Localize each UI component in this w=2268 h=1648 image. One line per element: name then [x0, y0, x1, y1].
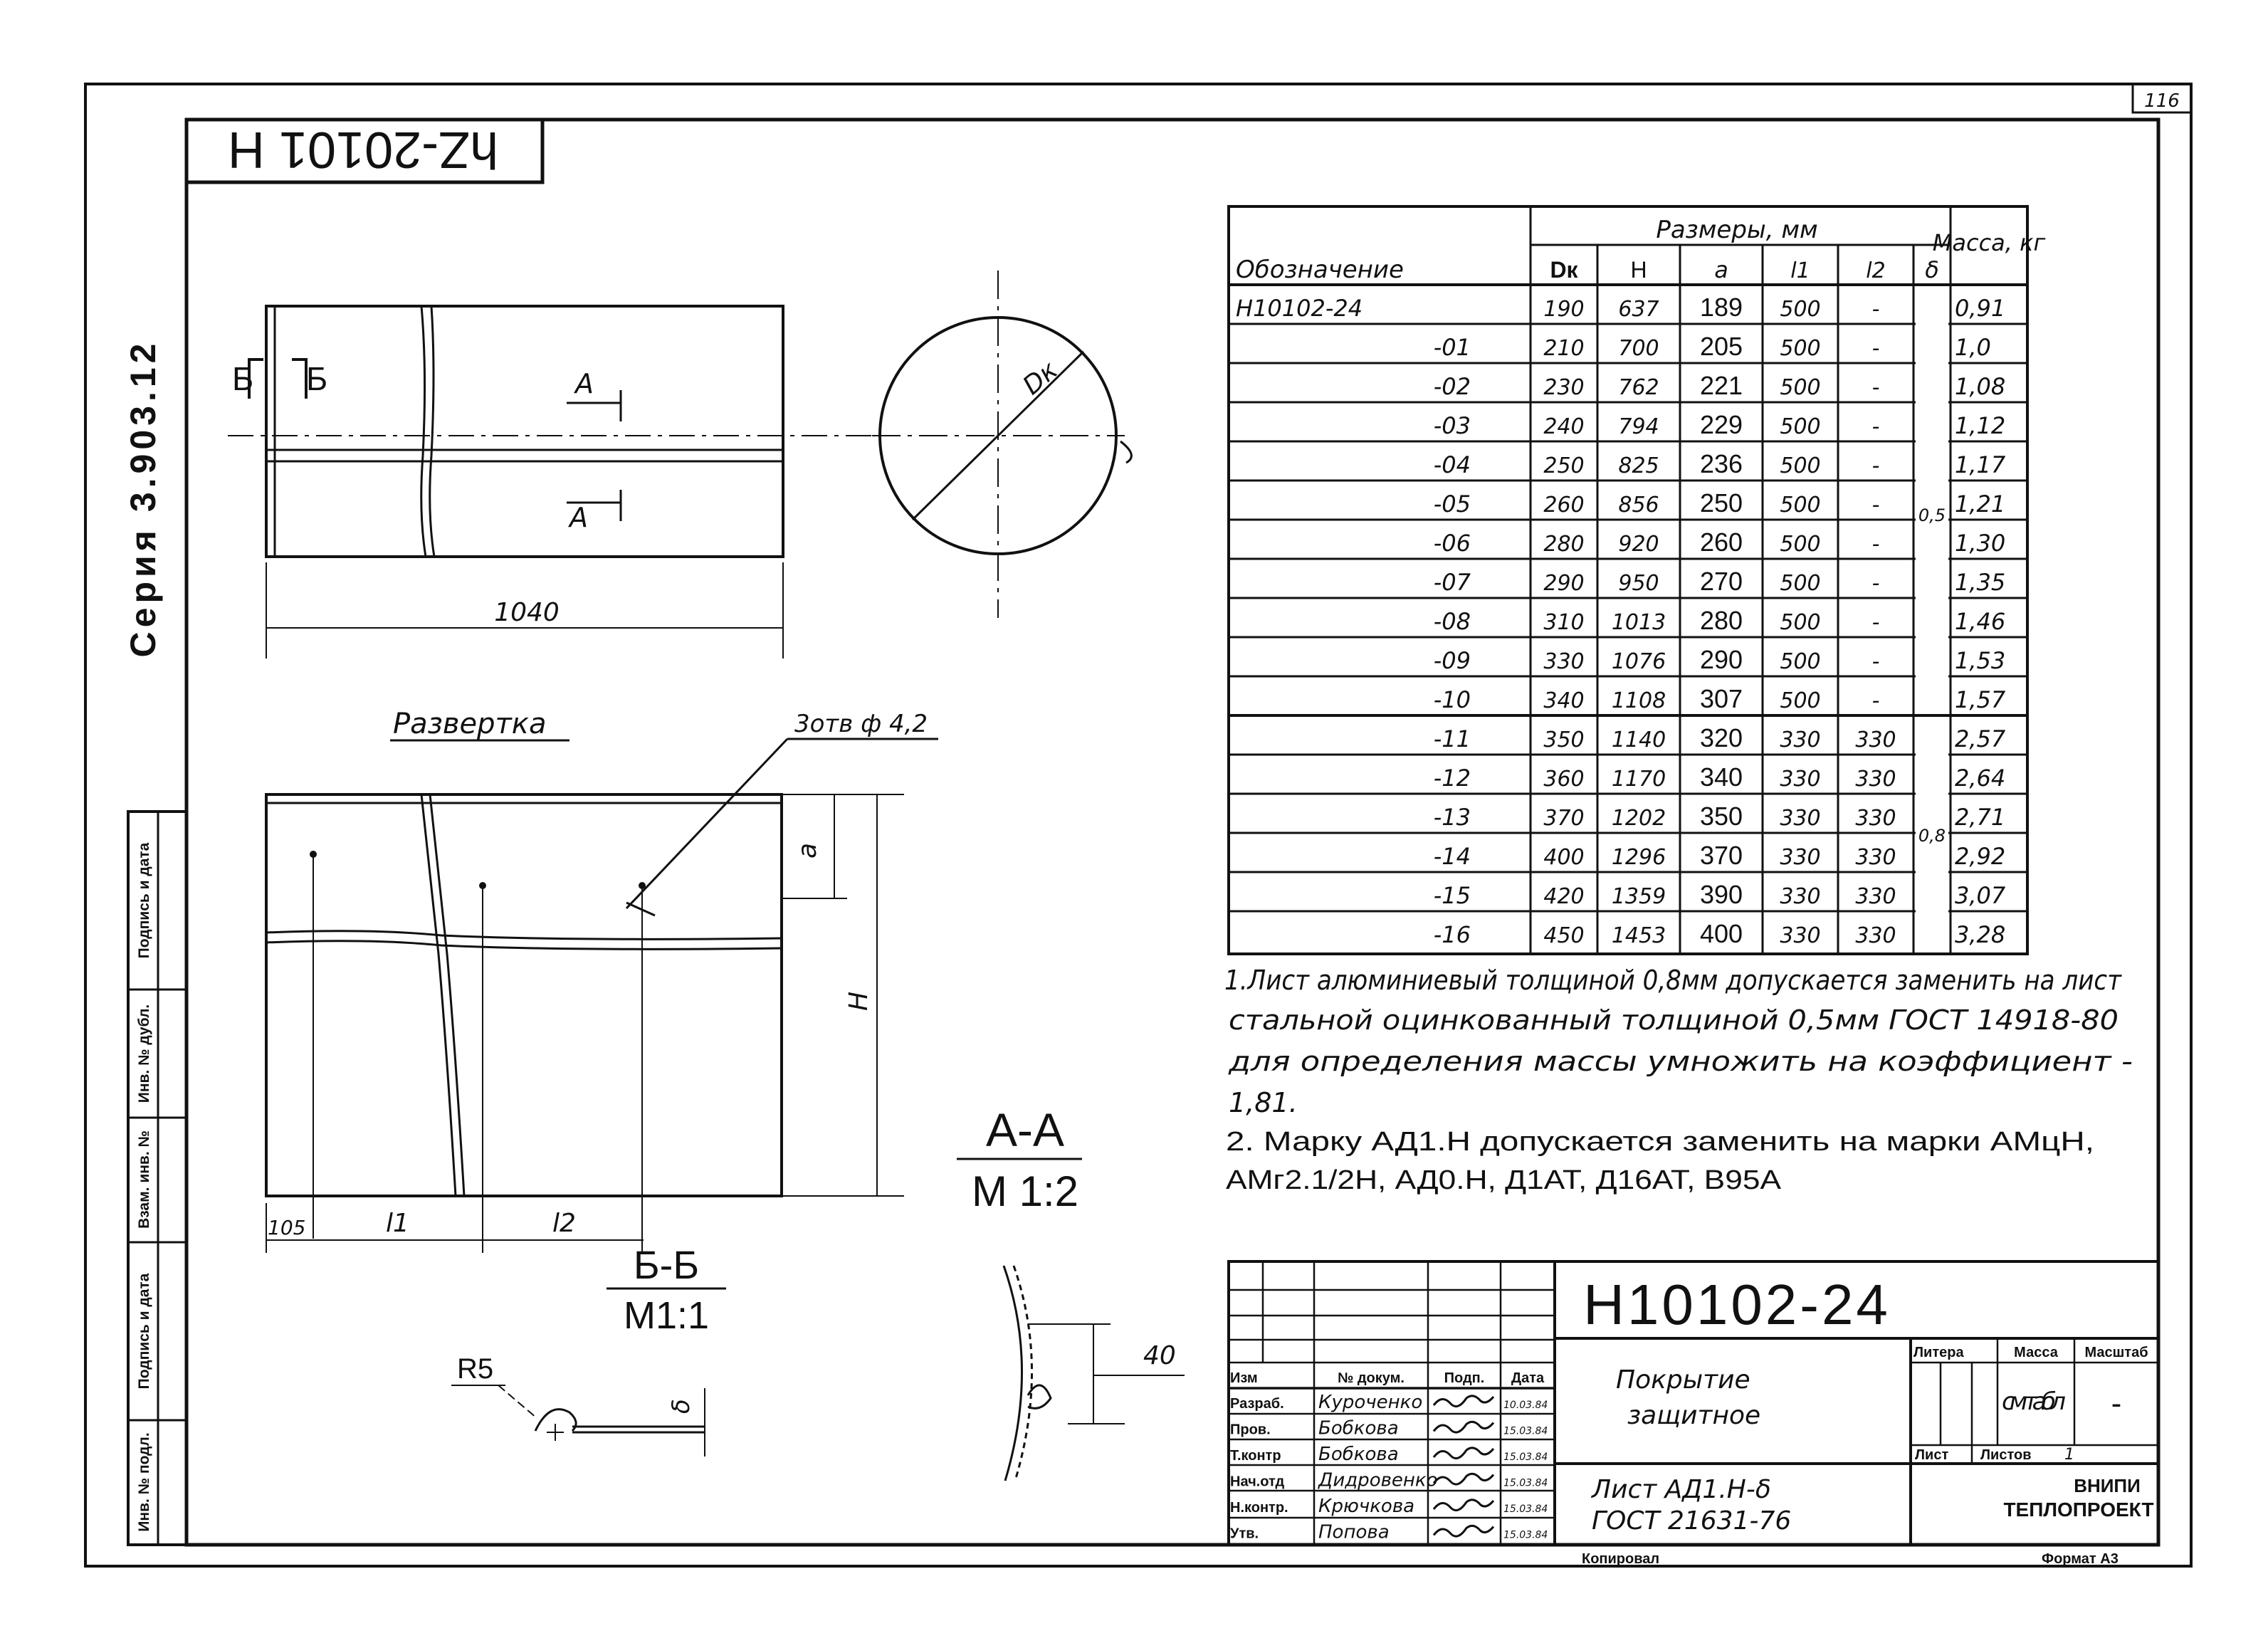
row-l2: 330: [1855, 845, 1896, 870]
row-h: 1076: [1611, 649, 1666, 674]
row-l2: -: [1871, 297, 1880, 322]
col-l2: l2: [1866, 258, 1886, 283]
role-label: Разраб.: [1230, 1396, 1284, 1412]
side-stamp: [128, 812, 187, 1545]
row-a: 320: [1699, 723, 1743, 752]
row-code: -16: [1433, 921, 1471, 948]
length-dimension: 1040: [494, 598, 560, 627]
role-signature: [1434, 1500, 1493, 1511]
org-line-1: ВНИПИ: [2074, 1475, 2141, 1496]
row-code: -15: [1433, 882, 1471, 909]
col-a: а: [1714, 256, 1728, 283]
row-h: 1108: [1611, 688, 1666, 713]
row-h: 825: [1618, 453, 1659, 478]
scale-label: Масштаб: [2084, 1345, 2148, 1360]
material-line-2: ГОСТ 21631-76: [1592, 1506, 1792, 1536]
section-aa-mark-top: А: [575, 368, 594, 399]
row-l2: 330: [1855, 806, 1896, 831]
row-dk: 310: [1543, 610, 1585, 635]
row-code: -03: [1433, 412, 1471, 439]
row-a: 400: [1699, 919, 1743, 948]
row-dk: 190: [1543, 297, 1585, 322]
section-aa-mark-bottom: А: [569, 502, 588, 533]
row-h: 700: [1618, 336, 1659, 361]
role-label: Пров.: [1230, 1422, 1271, 1438]
row-l1: 330: [1780, 845, 1821, 870]
row-l2: -: [1871, 336, 1880, 361]
stamp-inv-dubl: Инв. № дубл.: [136, 1004, 152, 1103]
col-l1: l1: [1790, 258, 1810, 283]
row-a: 229: [1699, 410, 1743, 439]
row-l2: -: [1871, 532, 1880, 557]
row-dk: 240: [1543, 414, 1585, 439]
role-date: 15.03.84: [1503, 1477, 1548, 1489]
role-signature: [1434, 1396, 1493, 1407]
role-signature: [1434, 1422, 1493, 1432]
row-l1: 500: [1780, 336, 1821, 361]
circle-view: [872, 271, 1131, 618]
row-a: 221: [1699, 371, 1743, 400]
stamp-sign-date-2: Подпись и дата: [136, 842, 152, 959]
role-date: 15.03.84: [1503, 1425, 1548, 1437]
row-a: 270: [1699, 567, 1743, 596]
diameter-label: Dк: [1017, 355, 1064, 401]
dim-40: 40: [1143, 1341, 1176, 1370]
delta-group-1: 0,5: [1918, 505, 1946, 525]
role-signature: [1434, 1448, 1493, 1459]
dim-h: Н: [844, 991, 873, 1011]
row-a: 236: [1699, 449, 1743, 478]
row-mass: 1,57: [1955, 686, 2006, 713]
row-dk: 210: [1543, 336, 1585, 361]
role-label: Н.контр.: [1230, 1500, 1288, 1516]
row-code: -01: [1433, 334, 1471, 361]
col-dk: Dк: [1550, 257, 1578, 283]
row-mass: 2,71: [1955, 804, 2006, 831]
dim-l1: l1: [386, 1209, 409, 1238]
note-line: АМг2.1/2Н, АД0.Н, Д1АТ, Д16АТ, В95А: [1226, 1165, 1782, 1195]
row-dk: 340: [1543, 688, 1585, 713]
row-dk: 280: [1543, 532, 1585, 557]
header-mass: Масса, кг: [1932, 229, 2046, 256]
sheets-label: Листов: [1980, 1447, 2032, 1463]
row-code: -11: [1433, 725, 1471, 752]
row-a: 370: [1699, 841, 1743, 870]
role-name: Куроченко: [1318, 1392, 1423, 1413]
row-dk: 400: [1543, 845, 1585, 870]
role-date: 10.03.84: [1503, 1400, 1548, 1411]
row-code: -02: [1433, 373, 1471, 400]
scale-value: -: [2111, 1386, 2122, 1421]
note-line: стальной оцинкованный толщиной 0,5мм ГОСТ 14918-80: [1229, 1004, 2119, 1036]
row-l1: 330: [1780, 884, 1821, 909]
row-mass: 1,46: [1955, 608, 2006, 635]
row-h: 762: [1618, 375, 1659, 400]
unfold-title: Развертка: [393, 708, 547, 740]
footer-copied: Копировал: [1582, 1551, 1660, 1567]
row-l2: 330: [1855, 884, 1896, 909]
dim-a: а: [793, 842, 822, 859]
role-date: 15.03.84: [1503, 1503, 1548, 1515]
material-line-1: Лист АД1.Н-δ: [1592, 1475, 1771, 1504]
row-code: -07: [1433, 569, 1471, 596]
row-mass: 1,30: [1955, 530, 2006, 557]
row-l1: 500: [1780, 610, 1821, 635]
row-l1: 330: [1780, 806, 1821, 831]
row-dk: 350: [1543, 728, 1585, 752]
row-h: 1170: [1611, 767, 1666, 792]
note-line: 2. Марку АД1.Н допускается заменить на марки АМцН,: [1226, 1127, 2094, 1157]
section-aa-title: А-А: [985, 1103, 1065, 1156]
row-code: -13: [1433, 804, 1471, 831]
row-mass: 1,53: [1955, 647, 2006, 674]
row-l2: -: [1871, 414, 1880, 439]
row-dk: 260: [1543, 493, 1585, 518]
row-l1: 500: [1780, 453, 1821, 478]
delta-label: δ: [667, 1399, 695, 1414]
note-line: 1.Лист алюминиевый толщиной 0,8мм допускается заменить на лист: [1224, 965, 2123, 996]
row-h: 1359: [1611, 884, 1666, 909]
row-dk: 290: [1543, 571, 1585, 596]
row-code: -09: [1433, 647, 1471, 674]
role-name: Попова: [1318, 1521, 1390, 1543]
role-name: Бобкова: [1318, 1444, 1399, 1465]
row-dk: 420: [1543, 884, 1585, 909]
row-mass: 0,91: [1955, 295, 2006, 322]
role-signature: [1434, 1474, 1493, 1484]
row-h: 950: [1618, 571, 1659, 596]
row-a: 390: [1699, 880, 1743, 909]
role-signature: [1434, 1526, 1493, 1536]
row-code: -10: [1433, 686, 1471, 713]
row-a: 205: [1699, 332, 1743, 361]
footer-format: Формат А3: [2042, 1551, 2119, 1567]
name-line-2: защитное: [1627, 1401, 1761, 1430]
row-l1: 500: [1780, 649, 1821, 674]
row-a: 307: [1699, 684, 1743, 713]
row-l1: 500: [1780, 414, 1821, 439]
role-label: Утв.: [1230, 1526, 1259, 1542]
role-date: 15.03.84: [1503, 1452, 1548, 1463]
title-block: [1229, 1261, 2158, 1545]
row-mass: 2,57: [1955, 725, 2006, 752]
row-code: -08: [1433, 608, 1471, 635]
row-mass: 1,21: [1955, 490, 2006, 518]
col-date: Дата: [1511, 1370, 1545, 1386]
row-a: 280: [1699, 606, 1743, 635]
doc-number: Н10102-24: [1583, 1273, 1891, 1336]
row-dk: 360: [1543, 767, 1585, 792]
role-name: Дидровенко: [1318, 1469, 1438, 1491]
row-a: 189: [1699, 293, 1743, 322]
row-code: -05: [1433, 490, 1471, 518]
row-l2: -: [1871, 493, 1880, 518]
delta-group-2: 0,8: [1918, 826, 1946, 846]
row-mass: 1,35: [1955, 569, 2006, 596]
col-delta: δ: [1925, 256, 1939, 283]
row-h: 1296: [1611, 845, 1666, 870]
row-l1: 500: [1780, 297, 1821, 322]
notes: [1224, 965, 2133, 1195]
row-h: 1202: [1611, 806, 1666, 831]
sheets-value: 1: [2064, 1446, 2074, 1464]
row-dk: 370: [1543, 806, 1585, 831]
row-dk: 330: [1543, 649, 1585, 674]
mass-value: см табл: [2002, 1387, 2066, 1416]
row-l1: 500: [1780, 375, 1821, 400]
org-line-2: ТЕПЛОПРОЕКТ: [2003, 1499, 2154, 1521]
row-l2: 330: [1855, 728, 1896, 752]
row-mass: 2,64: [1955, 765, 2006, 792]
data-table: [1229, 206, 2045, 954]
role-label: Т.контр: [1230, 1448, 1281, 1464]
role-name: Крючкова: [1318, 1496, 1415, 1517]
holes-leader: [626, 739, 787, 908]
stamp-inv-podl: Инв. № подл.: [136, 1432, 152, 1532]
unfold-dots: [310, 851, 646, 889]
section-aa-detail: [1004, 1266, 1185, 1481]
row-h: 856: [1618, 493, 1659, 518]
row-a: 350: [1699, 802, 1743, 831]
row-a: 290: [1699, 645, 1743, 674]
role-name: Бобкова: [1318, 1417, 1399, 1439]
row-code: -12: [1433, 765, 1471, 792]
header-sizes: Размеры, мм: [1656, 216, 1818, 244]
row-h: 1453: [1611, 923, 1666, 948]
row-code: Н10102-24: [1236, 295, 1363, 322]
row-l2: -: [1871, 571, 1880, 596]
row-h: 637: [1618, 297, 1659, 322]
note-line: для определения массы умножить на коэффициент -: [1227, 1046, 2133, 1077]
dim-l2: l2: [552, 1209, 576, 1238]
name-line-1: Покрытие: [1616, 1365, 1750, 1395]
row-mass: 2,92: [1955, 843, 2006, 870]
row-a: 340: [1699, 762, 1743, 792]
row-code: -06: [1433, 530, 1471, 557]
row-l2: -: [1871, 649, 1880, 674]
row-mass: 1,0: [1955, 334, 1991, 361]
col-h: Н: [1630, 257, 1647, 283]
row-h: 1013: [1611, 610, 1666, 635]
row-code: -04: [1433, 451, 1471, 478]
unfold-view: [266, 794, 904, 1253]
dim-105: 105: [268, 1216, 306, 1239]
note-line: 1,81.: [1229, 1087, 1298, 1118]
row-l2: 330: [1855, 767, 1896, 792]
row-mass: 3,28: [1955, 921, 2006, 948]
row-dk: 250: [1543, 453, 1585, 478]
role-date: 15.03.84: [1503, 1529, 1548, 1541]
row-h: 1140: [1611, 728, 1666, 752]
row-l2: 330: [1855, 923, 1896, 948]
col-izm: Изм: [1230, 1370, 1258, 1386]
row-l1: 500: [1780, 493, 1821, 518]
litera-label: Литера: [1913, 1345, 1964, 1360]
col-doc: № докум.: [1338, 1370, 1405, 1386]
row-l1: 330: [1780, 923, 1821, 948]
stamp-vzam-inv: Взам. инв. №: [136, 1130, 152, 1229]
table-rows: [1236, 293, 2006, 948]
series-label: Серия 3.903.12: [123, 339, 163, 658]
section-bb-mark-right: Б: [306, 360, 328, 397]
drawing-code: hZ-20101 H: [227, 121, 499, 178]
row-a: 260: [1699, 528, 1743, 557]
row-dk: 450: [1543, 923, 1585, 948]
row-mass: 1,17: [1955, 451, 2006, 478]
header-designation: Обозначение: [1236, 256, 1404, 284]
row-mass: 1,08: [1955, 373, 2006, 400]
row-l1: 330: [1780, 767, 1821, 792]
row-h: 920: [1618, 532, 1659, 557]
row-l2: -: [1871, 688, 1880, 713]
holes-note: 3отв ф 4,2: [794, 710, 928, 738]
section-bb-mark-left: Б: [232, 360, 254, 397]
row-l1: 500: [1780, 532, 1821, 557]
row-l1: 330: [1780, 728, 1821, 752]
radius-label: R5: [457, 1353, 494, 1385]
stamp-sign-date-1: Подпись и дата: [136, 1273, 152, 1390]
mass-label: Масса: [2014, 1345, 2058, 1360]
row-l1: 500: [1780, 688, 1821, 713]
row-l2: -: [1871, 610, 1880, 635]
row-a: 250: [1699, 488, 1743, 518]
sheet-number: 116: [2144, 90, 2180, 112]
row-l1: 500: [1780, 571, 1821, 596]
row-code: -14: [1433, 843, 1471, 870]
row-dk: 230: [1543, 375, 1585, 400]
row-mass: 1,12: [1955, 412, 2006, 439]
section-bb-title: Б-Б: [633, 1242, 700, 1287]
section-aa-scale: М 1:2: [971, 1167, 1079, 1215]
section-bb-scale: М1:1: [623, 1294, 710, 1337]
row-l2: -: [1871, 453, 1880, 478]
col-sign: Подп.: [1444, 1370, 1485, 1386]
row-mass: 3,07: [1955, 882, 2006, 909]
role-label: Нач.отд: [1230, 1474, 1285, 1490]
sheet-label: Лист: [1915, 1447, 1949, 1463]
row-h: 794: [1618, 414, 1659, 439]
row-l2: -: [1871, 375, 1880, 400]
section-bb-detail: [451, 1385, 705, 1457]
